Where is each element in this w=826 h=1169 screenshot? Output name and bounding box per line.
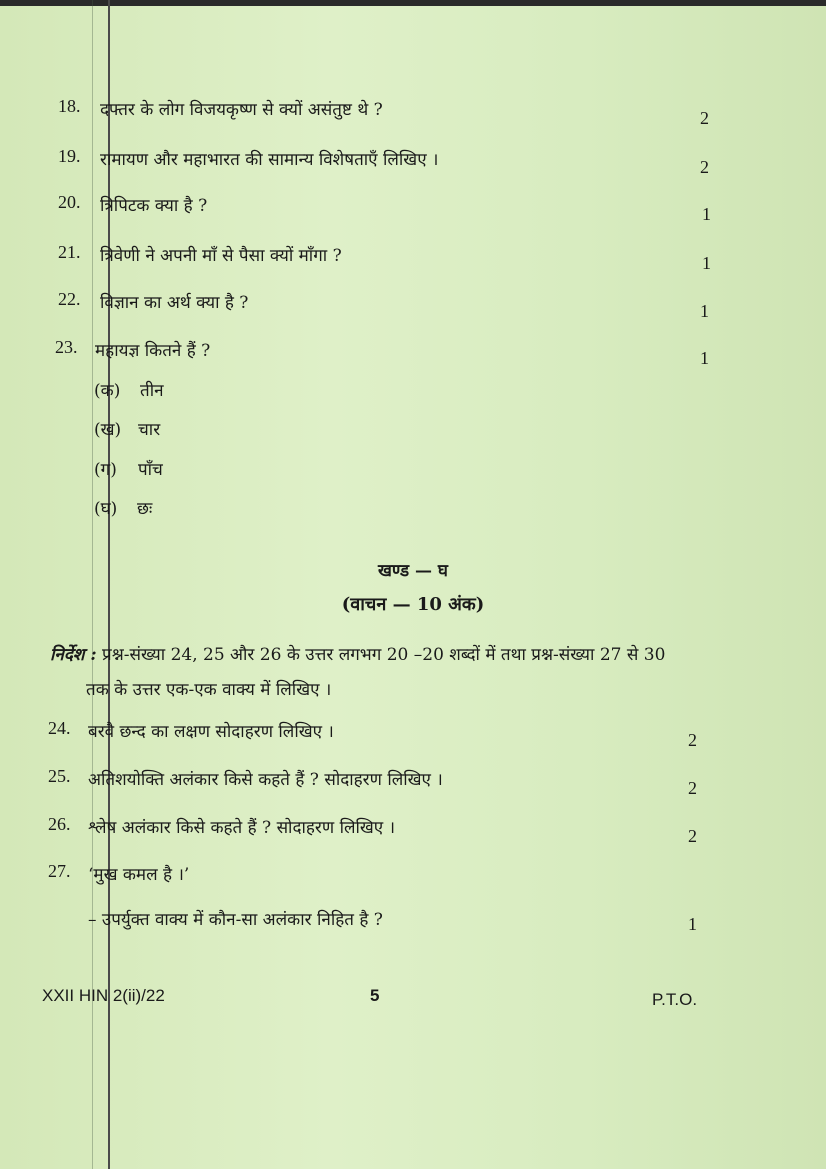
question-text: श्लेष अलंकार किसे कहते हैं ? सोदाहरण लिखिए । xyxy=(88,818,396,838)
question-text: – उपर्युक्त वाक्य में कौन-सा अलंकार निहित है ? xyxy=(88,910,383,930)
question-text: त्रिपिटक क्या है ? xyxy=(100,196,208,216)
option-text: चार xyxy=(138,420,161,440)
option-label: (ख) xyxy=(94,420,122,440)
instruction-text-2: तक के उत्तर एक-एक वाक्य में लिखिए । xyxy=(86,680,332,700)
question-marks: 2 xyxy=(688,778,697,798)
instruction-line-1 xyxy=(50,642,665,665)
question-text: त्रिवेणी ने अपनी माँ से पैसा क्यों माँगा ? xyxy=(100,246,342,266)
section-subtitle: (वाचन — 10 अंक) xyxy=(341,594,485,615)
question-number: 22. xyxy=(58,289,81,309)
page-number: 5 xyxy=(370,986,380,1005)
section-title: खण्ड — घ xyxy=(378,561,448,581)
question-text: रामायण और महाभारत की सामान्य विशेषताएँ लिखिए । xyxy=(100,150,439,170)
question-marks: 2 xyxy=(700,108,709,128)
option-text: तीन xyxy=(140,381,164,401)
question-marks: 1 xyxy=(702,253,711,273)
question-number: 19. xyxy=(58,146,81,166)
question-number: 24. xyxy=(48,718,71,738)
question-text: अतिशयोक्ति अलंकार किसे कहते हैं ? सोदाहरण लिखिए । xyxy=(88,770,443,790)
question-marks: 1 xyxy=(700,301,709,321)
question-number: 27. xyxy=(48,861,71,881)
question-number: 25. xyxy=(48,766,71,786)
question-number: 20. xyxy=(58,192,81,212)
question-marks: 1 xyxy=(702,204,711,224)
question-marks: 2 xyxy=(700,157,709,177)
question-text: दफ्तर के लोग विजयकृष्ण से क्यों असंतुष्ट थे ? xyxy=(100,100,383,120)
question-marks: 1 xyxy=(700,348,709,368)
question-number: 26. xyxy=(48,814,71,834)
option-label: (क) xyxy=(94,381,121,401)
question-marks: 1 xyxy=(688,914,697,934)
question-number: 18. xyxy=(58,96,81,116)
question-text: बरवै छन्द का लक्षण सोदाहरण लिखिए । xyxy=(88,722,334,742)
instruction-text-1: प्रश्न-संख्या 24, 25 और 26 के उत्तर लगभग 20 –20 शब्दों में तथा प्रश्न-संख्या 27 से 30 xyxy=(102,645,666,665)
question-number: 23. xyxy=(55,337,78,357)
option-label: (ग) xyxy=(94,460,117,480)
option-text: पाँच xyxy=(138,460,163,480)
top-edge xyxy=(0,0,826,6)
question-text: महायज्ञ कितने हैं ? xyxy=(95,341,211,361)
option-text: छः xyxy=(137,499,153,519)
question-text: विज्ञान का अर्थ क्या है ? xyxy=(100,293,249,313)
paper-code: XXII HIN 2(ii)/22 xyxy=(42,986,165,1005)
question-text: ‘मुख कमल है ।’ xyxy=(88,865,190,885)
pto-label: P.T.O. xyxy=(652,990,698,1009)
question-marks: 2 xyxy=(688,730,697,750)
question-marks: 2 xyxy=(688,826,697,846)
instruction-label: निर्देश : xyxy=(50,645,97,665)
question-number: 21. xyxy=(58,242,81,262)
option-label: (घ) xyxy=(94,499,118,519)
